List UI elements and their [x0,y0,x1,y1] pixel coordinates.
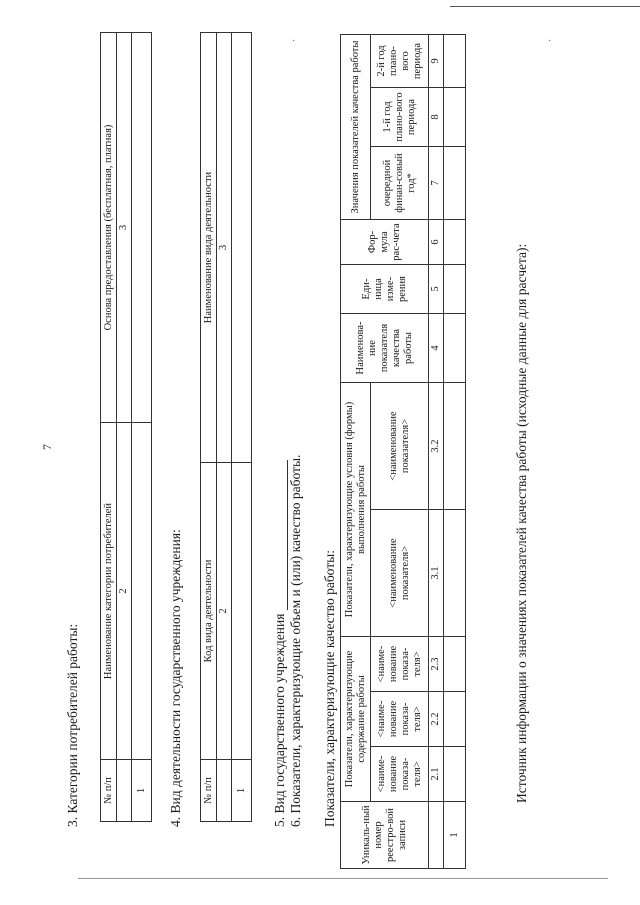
header-unique-number: Уникаль-ный номер реестро-вой записи [341,802,429,869]
index-cell: 3 [117,33,132,423]
data-cell [444,510,466,637]
header-indicator-name: Наименова-ние показателя качества работы [341,314,429,383]
data-cell [444,637,466,692]
data-cell [132,33,152,423]
sub-indicator: <наиме-нование показа-теля> [371,747,429,802]
section-4-title: 4. Вид деятельности государственного учреждения: [168,529,183,827]
index-cell: 5 [429,265,444,314]
data-cell [232,33,252,463]
data-cell [444,220,466,265]
data-cell [444,35,466,88]
data-cell [444,147,466,220]
mark-dot: · [292,36,296,47]
index-cell: 2.1 [429,747,444,802]
section-5-label: 5. Вид государственного учреждения [272,613,287,827]
data-cell [444,692,466,747]
data-cell: 1 [232,760,252,822]
section-6-title: 6. Показатели, характеризующие объем и (или) качество работы. [288,454,303,827]
sub-indicator: <наименование показателя> [371,383,429,510]
page-number: 7 [40,444,54,450]
index-cell: 6 [429,220,444,265]
index-cell: 4 [429,314,444,383]
header-content: Показатели, характеризующие содержание работы [341,637,371,802]
index-cell [117,760,132,822]
sub-indicator: <наиме-нование показа-теля> [371,637,429,692]
sub-year-2: 2-й год плано-вого периода [371,35,429,88]
section-5-title [272,460,288,827]
header-formula: Фор-мула рас-чета [341,220,429,265]
header-unit: Еди-ница изме-рения [341,265,429,314]
header-cell: Наименование категории потребителей [101,423,117,760]
index-cell: 7 [429,147,444,220]
header-conditions: Показатели, характеризующие условия (формы) выполнения работы [341,383,371,637]
data-cell [132,423,152,760]
index-cell: 8 [429,88,444,147]
sub-next-year: очередной финан-совый год* [371,147,429,220]
index-cell: 3 [217,33,232,463]
activity-type-table [200,32,252,822]
header-cell: Наименование вида деятельности [201,33,217,463]
header-cell: Основа предоставления (бесплатная, платная) [101,33,117,423]
source-note: Источник информации о значениях показателей качества работы (исходные данные для расчета): [514,243,529,803]
index-cell: 9 [429,35,444,88]
index-cell: 3.1 [429,510,444,637]
data-cell [444,265,466,314]
index-cell: 2 [217,463,232,760]
data-cell [444,383,466,510]
index-cell: 2.3 [429,637,444,692]
header-cell: Код вида деятельности [201,463,217,760]
data-cell [232,463,252,760]
header-values: Значения показателей качества работы [341,35,371,220]
data-cell: 1 [444,802,466,869]
index-cell: 3.2 [429,383,444,510]
sub-year-1: 1-й год плано-вого периода [371,88,429,147]
header-cell: № п/п [101,760,117,822]
data-cell: 1 [132,760,152,822]
index-cell [429,802,444,869]
blank-line [275,460,288,610]
consumer-category-table [100,32,152,822]
header-cell: № п/п [201,760,217,822]
index-cell: 2 [117,423,132,760]
quality-title: Показатели, характеризующие качество работы: [322,550,337,827]
sub-indicator: <наиме-нование показа-теля> [371,692,429,747]
index-cell: 2.2 [429,692,444,747]
data-cell [444,88,466,147]
data-cell [444,314,466,383]
data-cell [444,747,466,802]
quality-indicators-table [340,34,466,869]
mark-dot: · [548,36,552,47]
sub-indicator: <наименование показателя> [371,510,429,637]
index-cell [217,760,232,822]
section-3-title: 3. Категории потребителей работы: [65,623,80,827]
